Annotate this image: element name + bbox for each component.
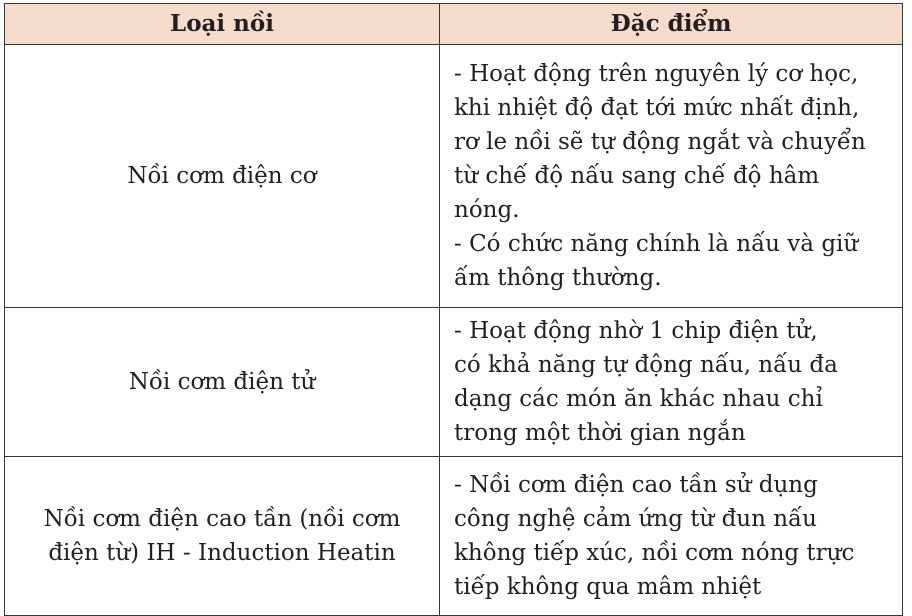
feature-line: - Hoạt động trên nguyên lý cơ học, xyxy=(454,61,859,87)
rice-cooker-comparison-table xyxy=(4,3,902,616)
type-cell xyxy=(5,308,440,457)
feature-line: rơ le nồi sẽ tự động ngắt và chuyển xyxy=(454,129,866,155)
header-row xyxy=(5,4,903,45)
feature-line: từ chế độ nấu sang chế độ hâm xyxy=(454,163,820,189)
feature-line: trong một thời gian ngắn xyxy=(454,420,746,446)
type-line: Nồi cơm điện cơ xyxy=(127,163,317,189)
feature-line: - Nồi cơm điện cao tần sử dụng xyxy=(454,472,818,498)
feature-line: không tiếp xúc, nồi cơm nóng trực xyxy=(454,540,855,566)
type-line: Nồi cơm điện tử xyxy=(128,369,316,395)
type-line: điện từ) IH - Induction Heatin xyxy=(48,540,396,566)
table-row xyxy=(5,308,903,457)
comparison-table xyxy=(4,3,903,616)
feature-line: dạng các món ăn khác nhau chỉ xyxy=(454,386,823,412)
feature-line: công nghệ cảm ứng từ đun nấu xyxy=(454,506,817,532)
features-cell xyxy=(440,308,903,457)
table-row xyxy=(5,457,903,616)
type-cell xyxy=(5,45,440,308)
feature-line: - Có chức năng chính là nấu và giữ xyxy=(454,231,859,257)
header-features: Đặc điểm xyxy=(440,4,903,45)
type-cell xyxy=(5,457,440,616)
header-type: Loại nồi xyxy=(5,4,440,45)
feature-line: ấm thông thường. xyxy=(454,265,662,291)
feature-line: tiếp không qua mâm nhiệt xyxy=(454,574,762,600)
features-cell xyxy=(440,457,903,616)
type-line: Nồi cơm điện cao tần (nồi cơm xyxy=(43,506,401,532)
feature-line: - Hoạt động nhờ 1 chip điện tử, xyxy=(454,318,818,344)
features-cell xyxy=(440,45,903,308)
feature-line: nóng. xyxy=(454,197,520,223)
table-row xyxy=(5,45,903,308)
feature-line: khi nhiệt độ đạt tới mức nhất định, xyxy=(454,95,860,121)
feature-line: có khả năng tự động nấu, nấu đa xyxy=(454,352,838,378)
